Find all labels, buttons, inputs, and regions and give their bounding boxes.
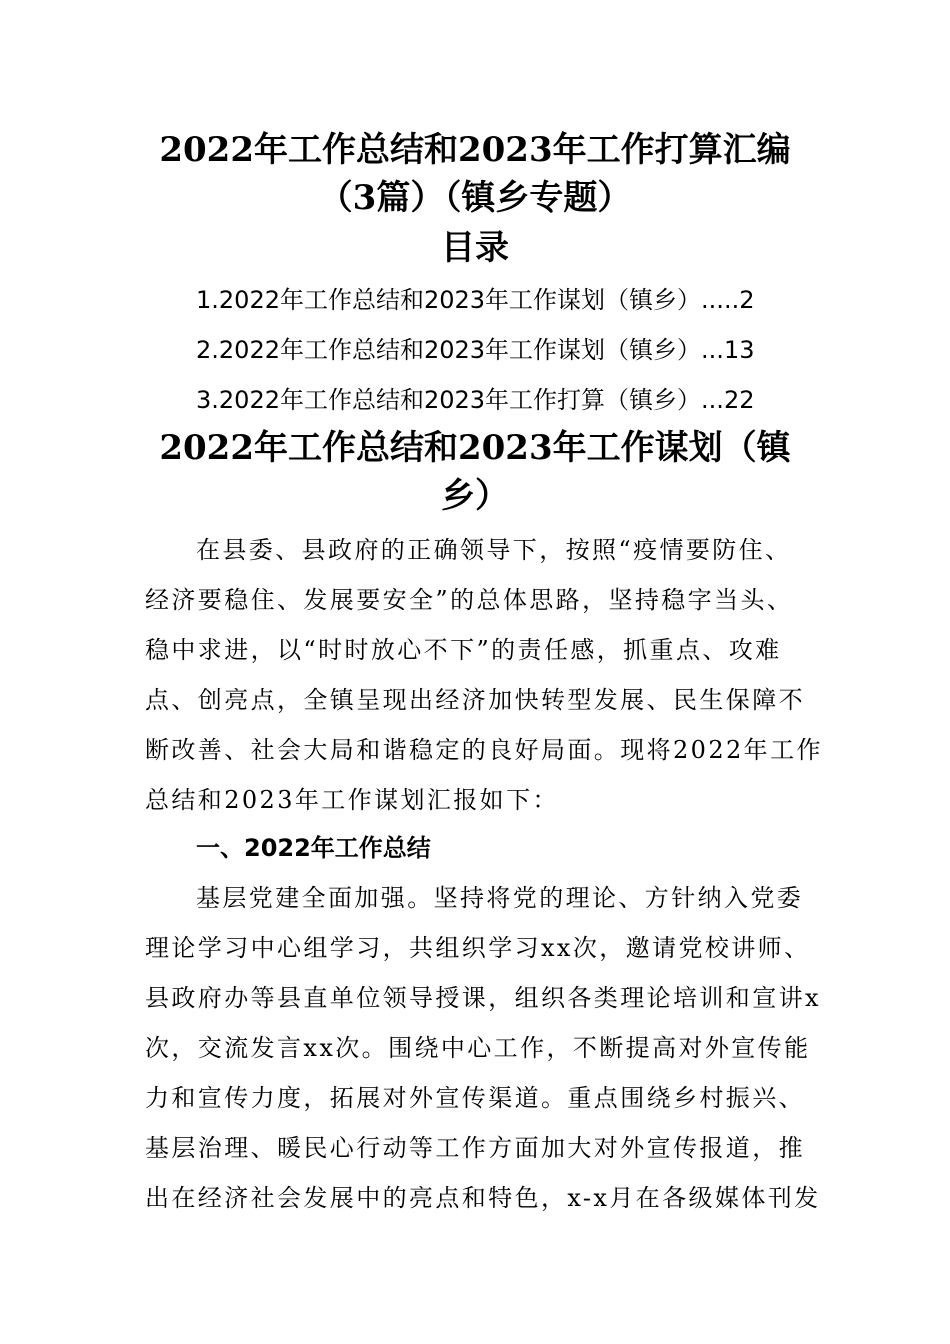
toc-item: 3.2022年工作总结和2023年工作打算（镇乡）...22 xyxy=(196,386,755,414)
body-paragraph-line: 基层党建全面加强。坚持将党的理论、方针纳入党委 xyxy=(196,884,804,912)
toc-item: 1.2022年工作总结和2023年工作谋划（镇乡）.....2 xyxy=(196,286,755,314)
document-title-line-1: 2022年工作总结和2023年工作打算汇编 xyxy=(159,130,791,170)
article-title-line-2: 乡） xyxy=(441,476,509,516)
article-title-line-1: 2022年工作总结和2023年工作谋划（镇 xyxy=(159,428,791,468)
body-paragraph-line: 县政府办等县直单位领导授课，组织各类理论培训和宣讲x xyxy=(145,984,821,1012)
intro-paragraph-line: 断改善、社会大局和谐稳定的良好局面。现将2022年工作 xyxy=(145,736,823,764)
intro-paragraph-line: 经济要稳住、发展要安全”的总体思路，坚持稳字当头、 xyxy=(145,586,794,614)
body-paragraph-line: 出在经济社会发展中的亮点和特色，x-x月在各级媒体刊发 xyxy=(145,1184,821,1212)
intro-paragraph-line: 在县委、县政府的正确领导下，按照“疫情要防住、 xyxy=(196,536,792,564)
intro-paragraph-line: 总结和2023年工作谋划汇报如下： xyxy=(145,786,559,814)
section-heading: 一、2022年工作总结 xyxy=(196,834,431,862)
body-paragraph-line: 次，交流发言xx次。围绕中心工作，不断提高对外宣传能 xyxy=(145,1034,811,1062)
document-title-line-2: （3篇）（镇乡专题） xyxy=(318,178,632,218)
body-paragraph-line: 力和宣传力度，拓展对外宣传渠道。重点围绕乡村振兴、 xyxy=(145,1084,805,1112)
body-paragraph-line: 基层治理、暖民心行动等工作方面加大对外宣传报道，推 xyxy=(145,1134,805,1162)
intro-paragraph-line: 点、创亮点，全镇呈现出经济加快转型发展、民生保障不 xyxy=(145,686,805,714)
intro-paragraph-line: 稳中求进，以“时时放心不下”的责任感，抓重点、攻难 xyxy=(145,636,782,664)
toc-item: 2.2022年工作总结和2023年工作谋划（镇乡）...13 xyxy=(196,336,755,364)
toc-heading: 目录 xyxy=(441,228,509,268)
body-paragraph-line: 理论学习中心组学习，共组织学习xx次，邀请党校讲师、 xyxy=(145,934,811,962)
